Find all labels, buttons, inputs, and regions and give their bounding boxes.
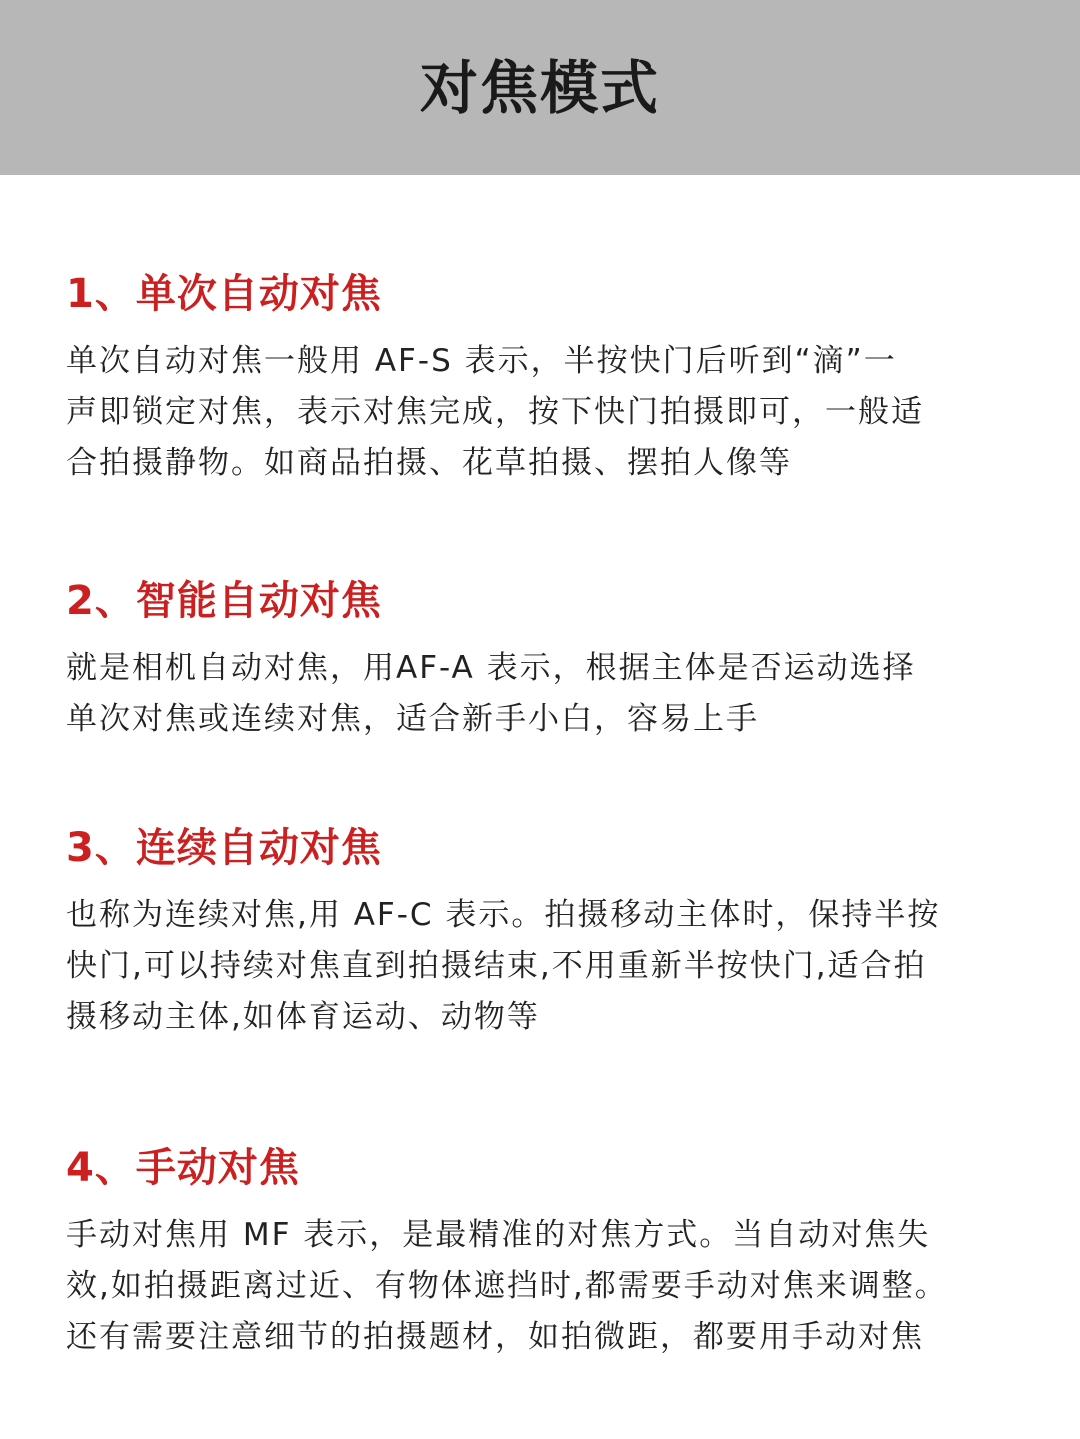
- section-title: 3、连续自动对焦: [66, 825, 382, 871]
- section-body: [66, 336, 1036, 489]
- body-line: 声即锁定对焦，表示对焦完成，按下快门拍摄即可，一般适: [66, 394, 924, 430]
- section-title: 2、智能自动对焦: [66, 578, 382, 624]
- section-title: 4、手动对焦: [66, 1145, 300, 1191]
- header-banner: [0, 0, 1080, 175]
- section-smart-af: [66, 575, 1036, 745]
- page-title: 对焦模式: [419, 54, 660, 122]
- body-line: 还有需要注意细节的拍摄题材，如拍微距，都要用手动对焦: [66, 1319, 924, 1355]
- body-line: 摄移动主体,如体育运动、动物等: [66, 999, 540, 1035]
- section-continuous-af: [66, 822, 1036, 1043]
- body-line: 合拍摄静物。如商品拍摄、花草拍摄、摆拍人像等: [66, 445, 792, 481]
- body-line: 快门,可以持续对焦直到拍摄结束,不用重新半按快门,适合拍: [66, 948, 927, 984]
- body-line: 单次自动对焦一般用 AF-S 表示，半按快门后听到“滴”一: [66, 343, 897, 379]
- body-line: 效,如拍摄距离过近、有物体遮挡时,都需要手动对焦来调整。: [66, 1268, 948, 1304]
- section-body: [66, 643, 1036, 745]
- section-body: [66, 1210, 1036, 1363]
- body-line: 单次对焦或连续对焦，适合新手小白，容易上手: [66, 701, 759, 737]
- body-line: 手动对焦用 MF 表示，是最精准的对焦方式。当自动对焦失: [66, 1217, 931, 1253]
- section-manual-focus: [66, 1142, 1036, 1363]
- section-single-af: [66, 268, 1036, 489]
- body-line: 也称为连续对焦,用 AF-C 表示。拍摄移动主体时，保持半按: [66, 897, 941, 933]
- section-title: 1、单次自动对焦: [66, 271, 382, 317]
- body-line: 就是相机自动对焦，用AF-A 表示，根据主体是否运动选择: [66, 650, 916, 686]
- section-body: [66, 890, 1036, 1043]
